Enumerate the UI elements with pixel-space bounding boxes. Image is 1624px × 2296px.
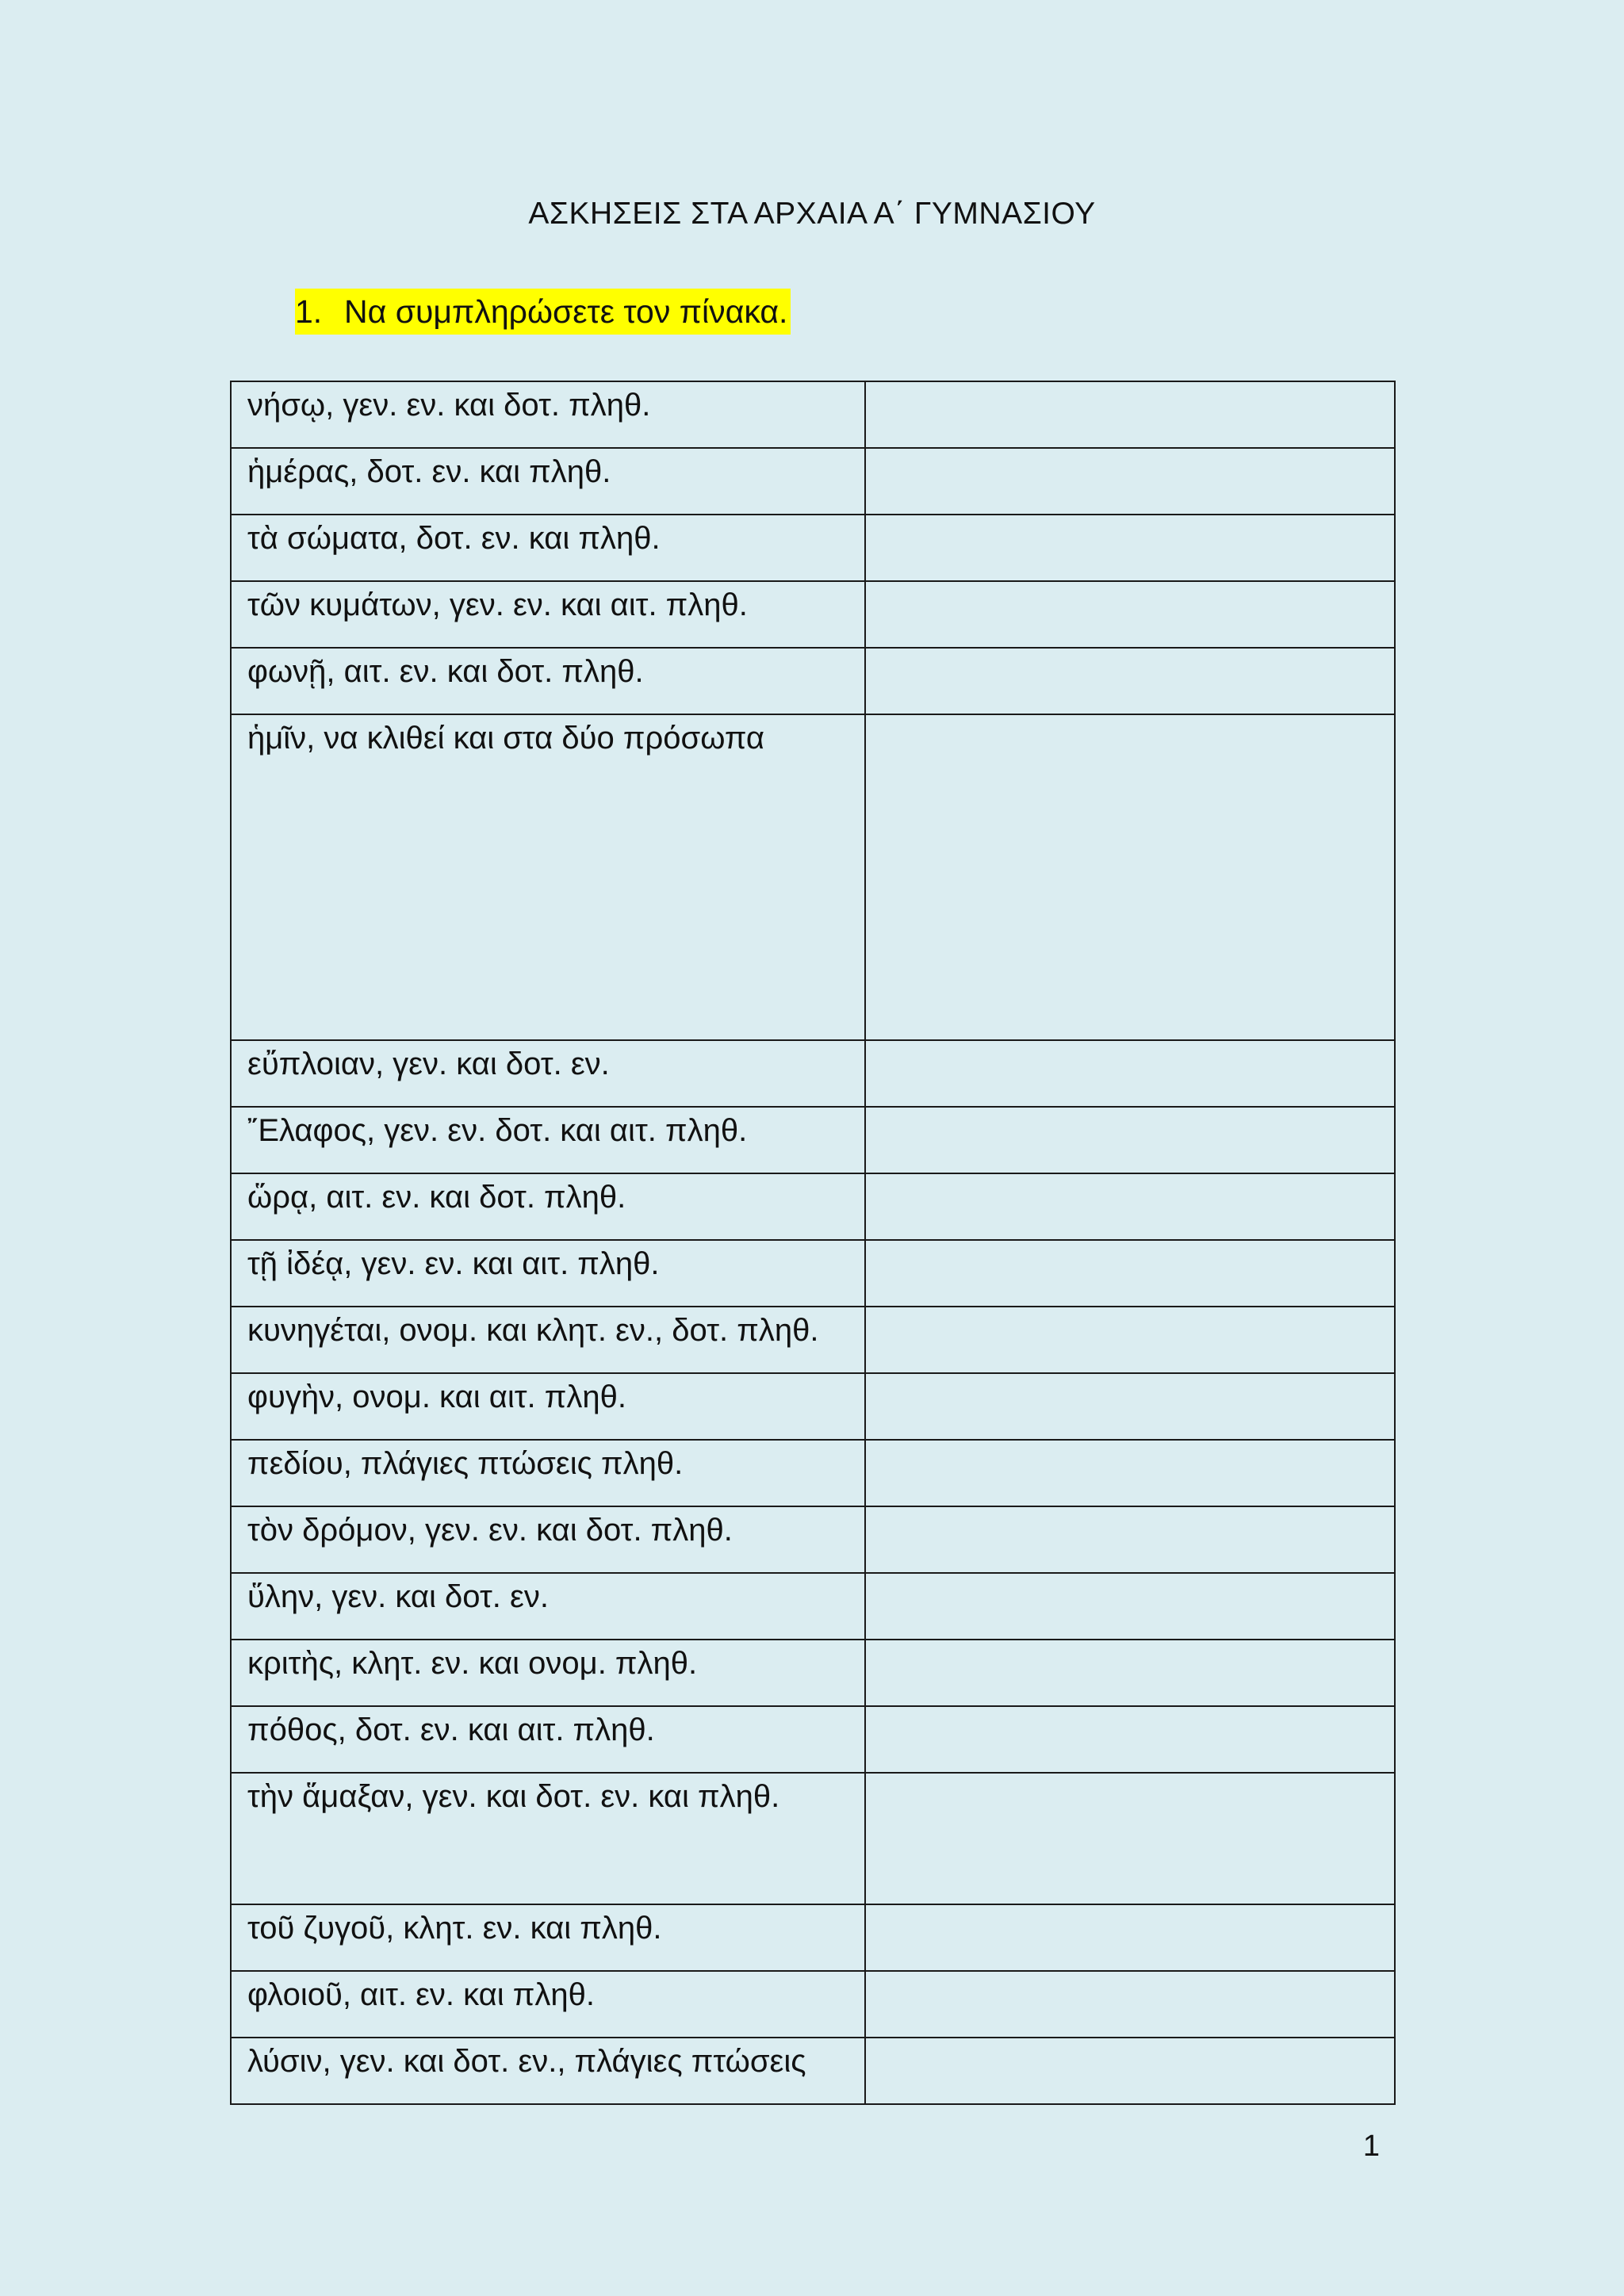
prompt-cell: φωνῇ, αιτ. εν. και δοτ. πληθ. xyxy=(231,648,865,714)
answer-cell[interactable] xyxy=(865,1971,1395,2038)
prompt-cell: εὔπλοιαν, γεν. και δοτ. εν. xyxy=(231,1040,865,1107)
table-row xyxy=(231,648,1395,714)
table-row xyxy=(231,1971,1395,2038)
page-title: ΑΣΚΗΣΕΙΣ ΣΤΑ ΑΡΧΑΙΑ Α΄ ΓΥΜΝΑΣΙΟΥ xyxy=(528,197,1096,231)
table-row xyxy=(231,1040,1395,1107)
table-row xyxy=(231,1240,1395,1307)
answer-cell[interactable] xyxy=(865,2038,1395,2104)
table-row xyxy=(231,1640,1395,1706)
prompt-cell: πόθος, δοτ. εν. και αιτ. πληθ. xyxy=(231,1706,865,1773)
answer-cell[interactable] xyxy=(865,1506,1395,1573)
table-row xyxy=(231,448,1395,515)
prompt-cell: λύσιν, γεν. και δοτ. εν., πλάγιες πτώσεις xyxy=(231,2038,865,2104)
answer-cell[interactable] xyxy=(865,1904,1395,1971)
table-row xyxy=(231,1506,1395,1573)
page-number: 1 xyxy=(1362,2130,1380,2163)
answer-cell[interactable] xyxy=(865,1040,1395,1107)
prompt-cell: ὥρᾳ, αιτ. εν. και δοτ. πληθ. xyxy=(231,1173,865,1240)
table-row xyxy=(231,1706,1395,1773)
prompt-cell: τῶν κυμάτων, γεν. εν. και αιτ. πληθ. xyxy=(231,581,865,648)
table-row xyxy=(231,1107,1395,1173)
exercise-table xyxy=(230,381,1396,2105)
instruction-number: 1. xyxy=(295,293,323,330)
table-row xyxy=(231,1373,1395,1440)
answer-cell[interactable] xyxy=(865,1240,1395,1307)
prompt-cell: τοῦ ζυγοῦ, κλητ. εν. και πληθ. xyxy=(231,1904,865,1971)
prompt-cell: ἡμῖν, να κλιθεί και στα δύο πρόσωπα xyxy=(231,714,865,1040)
answer-cell[interactable] xyxy=(865,1307,1395,1373)
answer-cell[interactable] xyxy=(865,1373,1395,1440)
table-row xyxy=(231,2038,1395,2104)
answer-cell[interactable] xyxy=(865,448,1395,515)
answer-cell[interactable] xyxy=(865,515,1395,581)
answer-cell[interactable] xyxy=(865,1773,1395,1904)
prompt-cell: φλοιοῦ, αιτ. εν. και πληθ. xyxy=(231,1971,865,2038)
prompt-cell: πεδίου, πλάγιες πτώσεις πληθ. xyxy=(231,1440,865,1506)
table-row xyxy=(231,714,1395,1040)
table-row xyxy=(231,1904,1395,1971)
answer-cell[interactable] xyxy=(865,1573,1395,1640)
prompt-cell: νήσῳ, γεν. εν. και δοτ. πληθ. xyxy=(231,381,865,448)
table-row xyxy=(231,1307,1395,1373)
answer-cell[interactable] xyxy=(865,1173,1395,1240)
prompt-cell: ῎Ελαφος, γεν. εν. δοτ. και αιτ. πληθ. xyxy=(231,1107,865,1173)
answer-cell[interactable] xyxy=(865,1706,1395,1773)
instruction-highlight xyxy=(295,289,791,335)
prompt-cell: φυγὴν, ονομ. και αιτ. πληθ. xyxy=(231,1373,865,1440)
answer-cell[interactable] xyxy=(865,581,1395,648)
answer-cell[interactable] xyxy=(865,1640,1395,1706)
answer-cell[interactable] xyxy=(865,714,1395,1040)
table-row xyxy=(231,515,1395,581)
answer-cell[interactable] xyxy=(865,381,1395,448)
prompt-cell: ὕλην, γεν. και δοτ. εν. xyxy=(231,1573,865,1640)
table-row xyxy=(231,1773,1395,1904)
table-row xyxy=(231,1173,1395,1240)
prompt-cell: κυνηγέται, ονομ. και κλητ. εν., δοτ. πληθ. xyxy=(231,1307,865,1373)
instruction-text: Να συμπληρώσετε τον πίνακα. xyxy=(344,293,788,330)
prompt-cell: τὴν ἅμαξαν, γεν. και δοτ. εν. και πληθ. xyxy=(231,1773,865,1904)
table-row xyxy=(231,1573,1395,1640)
prompt-cell: τὸν δρόμον, γεν. εν. και δοτ. πληθ. xyxy=(231,1506,865,1573)
prompt-cell: τὰ σώματα, δοτ. εν. και πληθ. xyxy=(231,515,865,581)
prompt-cell: ἡμέρας, δοτ. εν. και πληθ. xyxy=(231,448,865,515)
table-row xyxy=(231,1440,1395,1506)
prompt-cell: τῇ ἰδέᾳ, γεν. εν. και αιτ. πληθ. xyxy=(231,1240,865,1307)
answer-cell[interactable] xyxy=(865,648,1395,714)
table-row xyxy=(231,381,1395,448)
table-row xyxy=(231,581,1395,648)
answer-cell[interactable] xyxy=(865,1440,1395,1506)
answer-cell[interactable] xyxy=(865,1107,1395,1173)
prompt-cell: κριτὴς, κλητ. εν. και ονομ. πληθ. xyxy=(231,1640,865,1706)
